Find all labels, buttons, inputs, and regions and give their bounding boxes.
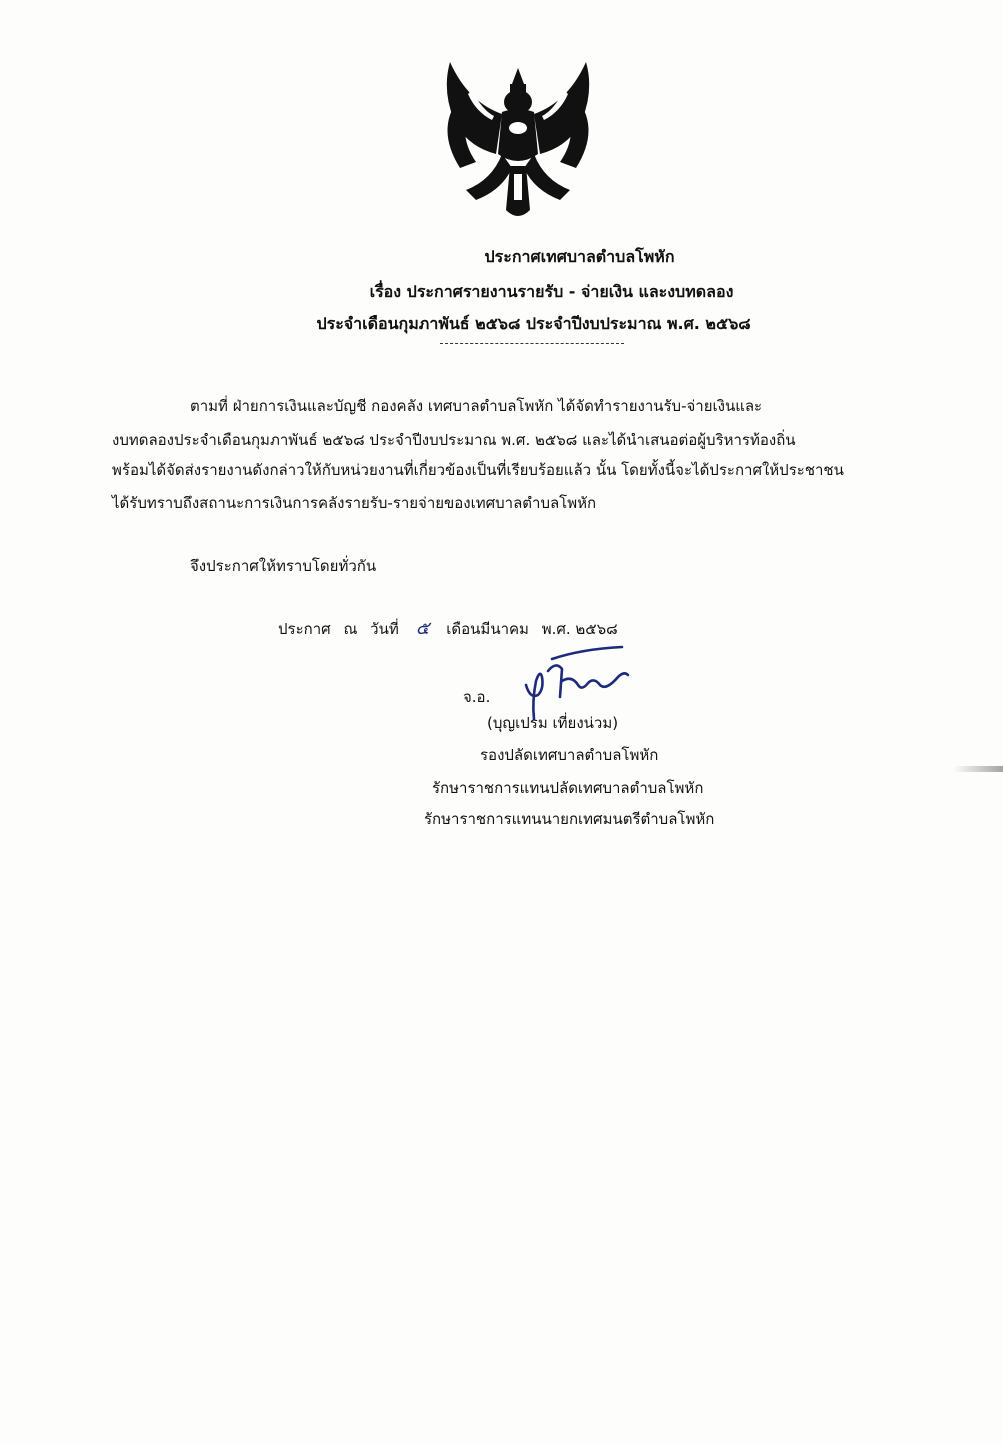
scan-edge-mark	[953, 766, 1003, 772]
announcement-period: ประจำเดือนกุมภาพันธ์ ๒๕๖๘ ประจำปีงบประมาณ พ.ศ. ๒๕๖๘	[316, 314, 751, 333]
announcement-date	[278, 619, 626, 639]
announcement-subject: เรื่อง ประกาศรายงานรายรับ - จ่ายเงิน และงบทดลอง	[369, 282, 734, 301]
closing-statement: จึงประกาศให้ทราบโดยทั่วกัน	[190, 557, 377, 575]
on-behalf-prefix: จ.อ.	[463, 688, 491, 706]
date-prefix: ประกาศ	[278, 620, 331, 638]
date-day-handwritten: ๕	[415, 618, 430, 639]
date-day-label: วันที่	[370, 620, 399, 638]
date-year: พ.ศ. ๒๕๖๘	[541, 620, 618, 638]
announcement-title: ประกาศเทศบาลตำบลโพหัก	[484, 247, 675, 266]
date-at: ณ	[343, 620, 358, 638]
signatory-acting-role: รักษาราชการแทนนายกเทศมนตรีตำบลโพหัก	[424, 810, 715, 828]
signatory-name: (บุญเปรม เที่ยงน่วม)	[487, 714, 619, 732]
date-month: เดือนมีนาคม	[446, 620, 529, 638]
body-paragraph-line: ได้รับทราบถึงสถานะการเงินการคลังรายรับ-รายจ่ายของเทศบาลตำบลโพหัก	[112, 494, 597, 512]
signatory-acting-role: รักษาราชการแทนปลัดเทศบาลตำบลโพหัก	[432, 779, 704, 797]
body-paragraph-line: งบทดลองประจำเดือนกุมภาพันธ์ ๒๕๖๘ ประจำปีงบประมาณ พ.ศ. ๒๕๖๘ และได้นำเสนอต่อผู้บริหารท้องถิ่น	[112, 431, 796, 449]
garuda-emblem-icon	[432, 50, 604, 228]
body-paragraph-line: ตามที่ ฝ่ายการเงินและบัญชี กองคลัง เทศบาลตำบลโพหัก ได้จัดทำรายงานรับ-จ่ายเงินและ	[190, 397, 763, 415]
signatory-position: รองปลัดเทศบาลตำบลโพหัก	[480, 746, 659, 764]
header-divider	[440, 343, 624, 344]
body-paragraph-line: พร้อมได้จัดส่งรายงานดังกล่าวให้กับหน่วยงานที่เกี่ยวข้องเป็นที่เรียบร้อยแล้ว นั้น โดยทั้งนี้จะได้ประกาศให้ประชาชน	[112, 461, 844, 479]
handwritten-signature	[512, 641, 632, 721]
